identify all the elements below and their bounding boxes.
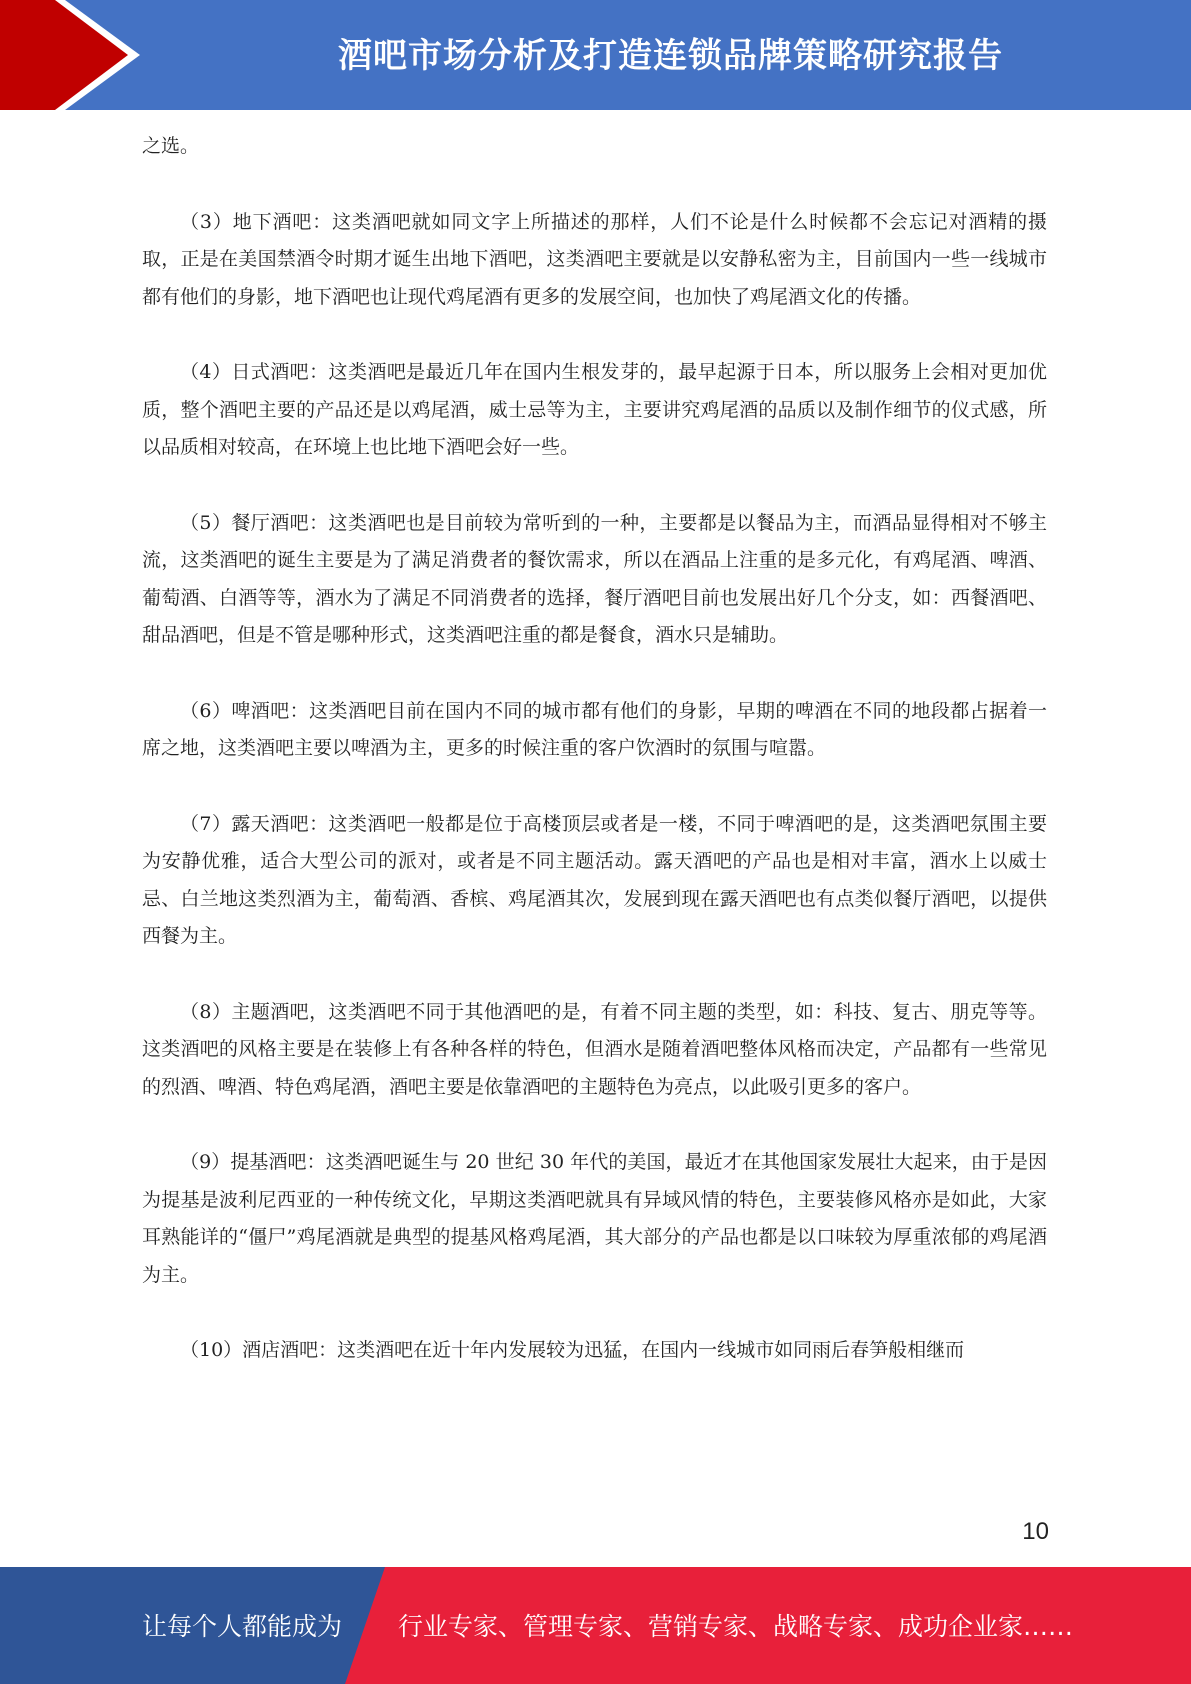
paragraph-japanese-bar: （4）日式酒吧：这类酒吧是最近几年在国内生根发芽的，最早起源于日本，所以服务上会相对更加优质，整个酒吧主要的产品还是以鸡尾酒，威士忌等为主，主要讲究鸡尾酒的品质以及制作细节的仪式感，所以品质相对较高，在环境上也比地下酒吧会好一些。	[142, 361, 1047, 458]
page-footer	[0, 1567, 1191, 1684]
page-header	[0, 0, 1191, 110]
paragraph-beer-bar: （6）啤酒吧：这类酒吧目前在国内不同的城市都有他们的身影，早期的啤酒在不同的地段都占据着一席之地，这类酒吧主要以啤酒为主，更多的时候注重的客户饮酒时的氛围与喧嚣。	[142, 699, 1047, 759]
paragraph-continuation: 之选。	[142, 135, 200, 157]
paragraph-underground-bar: （3）地下酒吧：这类酒吧就如同文字上所描述的那样，人们不论是什么时候都不会忘记对酒精的摄取，正是在美国禁酒令时期才诞生出地下酒吧，这类酒吧主要就是以安静私密为主，目前国内一些一线城市都有他们的身影，地下酒吧也让现代鸡尾酒有更多的发展空间，也加快了鸡尾酒文化的传播。	[142, 210, 1047, 308]
header-arrow-decoration	[0, 0, 160, 110]
paragraph-theme-bar: （8）主题酒吧，这类酒吧不同于其他酒吧的是，有着不同主题的类型，如：科技、复古、朋克等等。这类酒吧的风格主要是在装修上有各种各样的特色，但酒水是随着酒吧整体风格而决定，产品都有一些常见的烈酒、啤酒、特色鸡尾酒，酒吧主要是依靠酒吧的主题特色为亮点，以此吸引更多的客户。	[142, 1000, 1047, 1098]
paragraph-tiki-bar: （9）提基酒吧：这类酒吧诞生与 20 世纪 30 年代的美国，最近才在其他国家发展壮大起来，由于是因为提基是波利尼西亚的一种传统文化，早期这类酒吧就具有异域风情的特色，主要装修风格亦是如此，大家耳熟能详的“僵尸”鸡尾酒就是典型的提基风格鸡尾酒，其大部分的产品也都是以口味较为厚重浓郁的鸡尾酒为主。	[142, 1151, 1047, 1286]
header-title: 酒吧市场分析及打造连锁品牌策略研究报告	[338, 36, 1003, 76]
paragraph-rooftop-bar: （7）露天酒吧：这类酒吧一般都是位于高楼顶层或者是一楼，不同于啤酒吧的是，这类酒吧氛围主要为安静优雅，适合大型公司的派对，或者是不同主题活动。露天酒吧的产品也是相对丰富，酒水上以威士忌、白兰地这类烈酒为主，葡萄酒、香槟、鸡尾酒其次，发展到现在露天酒吧也有点类似餐厅酒吧，以提供西餐为主。	[142, 812, 1047, 947]
page-number: 10	[1022, 1518, 1049, 1545]
footer-slogan-left: 让每个人都能成为	[142, 1612, 343, 1641]
paragraph-hotel-bar: （10）酒店酒吧：这类酒吧在近十年内发展较为迅猛，在国内一线城市如同雨后春笋般相继而	[180, 1339, 965, 1361]
paragraph-restaurant-bar: （5）餐厅酒吧：这类酒吧也是目前较为常听到的一种，主要都是以餐品为主，而酒品显得相对不够主流，这类酒吧的诞生主要是为了满足消费者的餐饮需求，所以在酒品上注重的是多元化，有鸡尾酒、啤酒、葡萄酒、白酒等等，酒水为了满足不同消费者的选择，餐厅酒吧目前也发展出好几个分支，如：西餐酒吧、甜品酒吧，但是不管是哪种形式，这类酒吧注重的都是餐食，酒水只是辅助。	[142, 511, 1047, 646]
footer-slogan-right: 行业专家、管理专家、营销专家、战略专家、成功企业家……	[398, 1612, 1074, 1641]
body-text	[142, 128, 1047, 1408]
